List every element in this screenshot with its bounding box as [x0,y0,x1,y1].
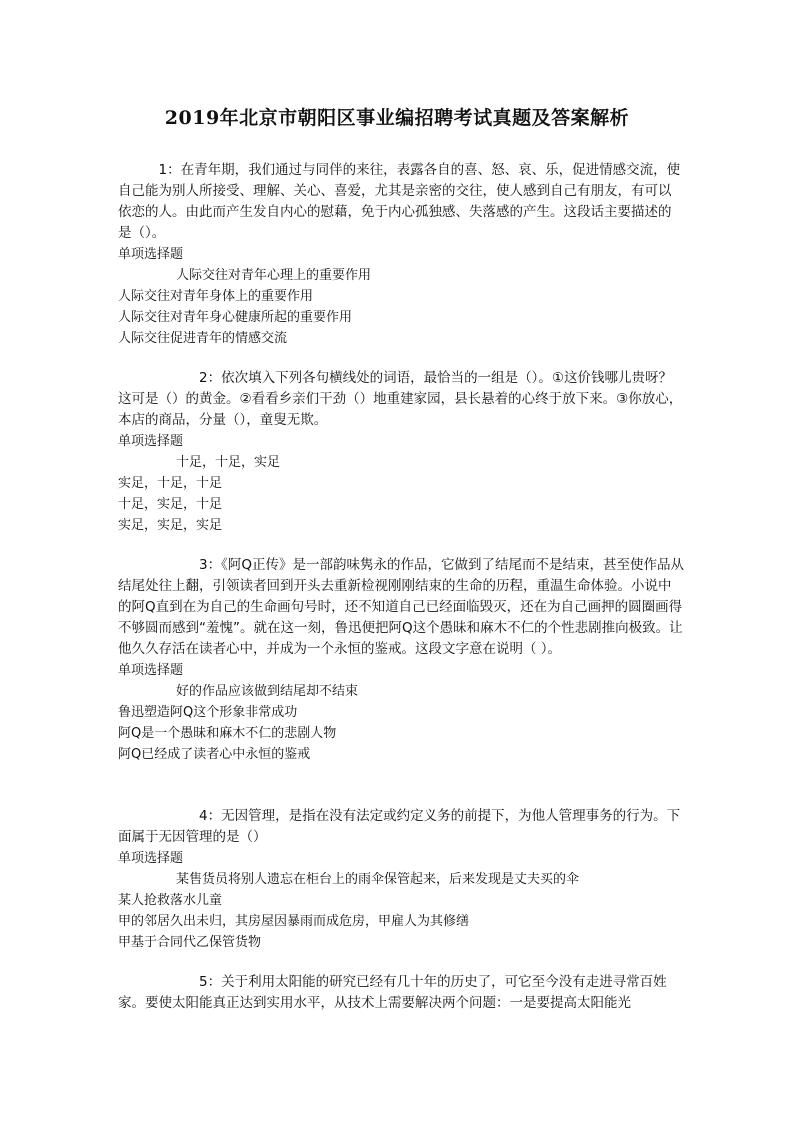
question-type: 单项选择题 [118,663,184,678]
question-type: 单项选择题 [118,247,184,262]
question-stem: 3：《阿Q正传》是一部韵味隽永的作品，它做到了结尾而不是结束，甚至使作品从结尾处往上翻，引领读者回到开头去重新检视刚刚结束的生命的历程，重温生命体验。小说中的阿Q直到在为自己的生命画句号时，还不知道自己已经面临毁灭，还在为自己画押的圆圈画得不够圆而感到“羞愧”。就在这一刻，鲁迅便把阿Q这个愚昧和麻木不仁的个性悲剧推向极致。让他久久存活在读者心中，并成为一个永恒的鉴戒。这段文字意在说明（ ）。 [118,557,684,657]
option-a: 人际交往对青年心理上的重要作用 [176,268,372,283]
option-d: 实足，实足，实足 [118,518,223,533]
option-b: 人际交往对青年身体上的重要作用 [118,289,314,304]
option-b: 实足，十足，十足 [118,476,223,491]
option-c: 人际交往对青年身心健康所起的重要作用 [118,310,353,325]
question-1 [118,160,684,349]
option-c: 十足，实足，十足 [118,497,223,512]
option-a: 十足，十足，实足 [176,455,281,470]
question-5 [118,972,684,1014]
option-a: 某售货员将别人遗忘在柜台上的雨伞保管起来，后来发现是丈夫买的伞 [176,872,580,887]
question-3 [118,555,684,765]
option-c: 阿Q是一个愚昧和麻木不仁的悲剧人物 [118,726,337,741]
question-stem: 5：关于利用太阳能的研究已经有几十年的历史了，可它至今没有走进寻常百姓家。要使太阳能真正达到实用水平，从技术上需要解决两个问题：一是要提高太阳能光 [118,974,667,1011]
option-d: 阿Q已经成了读者心中永恒的鉴戒 [118,747,311,762]
option-d: 甲基于合同代乙保管货物 [118,935,262,950]
option-d: 人际交往促进青年的情感交流 [118,331,288,346]
question-type: 单项选择题 [118,851,184,866]
option-b: 某人抢救落水儿童 [118,893,223,908]
document-title: 2019年北京市朝阳区事业编招聘考试真题及答案解析 [164,107,630,129]
question-stem: 4：无因管理，是指在没有法定或约定义务的前提下，为他人管理事务的行为。下面属于无因管理的是（） [118,808,681,845]
option-a: 好的作品应该做到结尾却不结束 [176,684,359,699]
question-2 [118,368,684,536]
question-type: 单项选择题 [118,434,184,449]
question-4 [118,806,684,953]
question-stem: 2：依次填入下列各句横线处的词语，最恰当的一组是（）。①这价钱哪儿贵呀？这可是（）的黄金。②看看乡亲们干劲（）地重建家园，县长悬着的心终于放下来。③你放心，本店的商品，分量（），童叟无欺。 [118,370,683,428]
question-stem: 1：在青年期，我们通过与同伴的来往，表露各自的喜、怒、哀、乐，促进情感交流，使自己能为别人所接受、理解、关心、喜爱，尤其是亲密的交往，使人感到自己有朋友，有可以依恋的人。由此而产生发自内心的慰藉，免于内心孤独感、失落感的产生。这段话主要描述的是（）。 [118,162,681,241]
option-b: 鲁迅塑造阿Q这个形象非常成功 [118,705,298,720]
option-c: 甲的邻居久出未归，其房屋因暴雨而成危房，甲雇人为其修缮 [118,914,470,929]
